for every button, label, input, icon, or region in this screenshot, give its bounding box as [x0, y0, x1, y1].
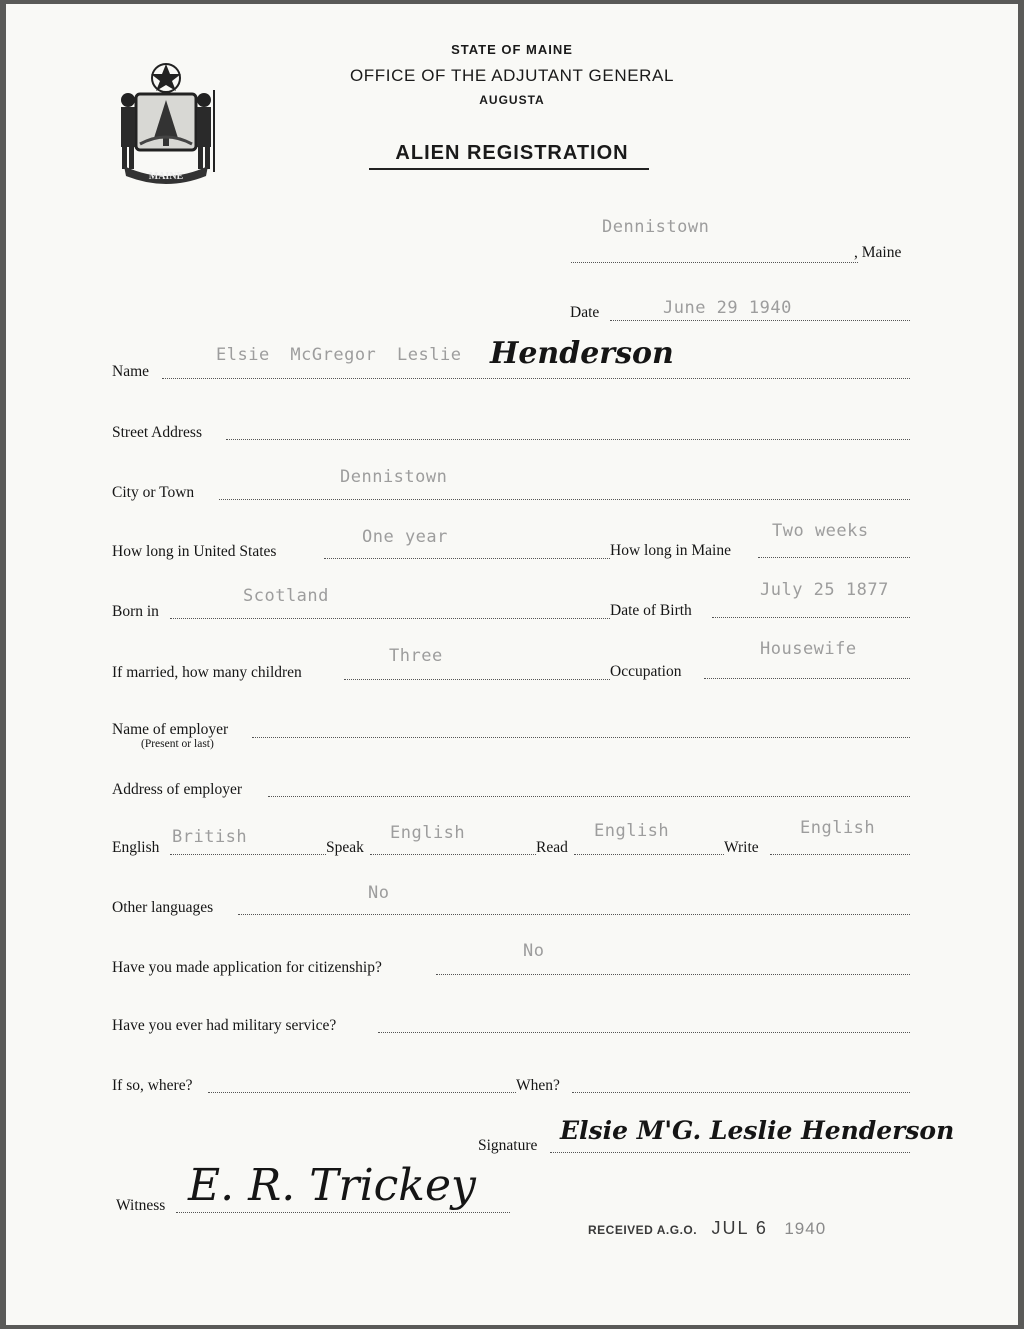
employer-name-note: (Present or last)	[141, 738, 214, 750]
citizenship-label: Have you made application for citizenship?	[112, 959, 382, 976]
witness-line	[176, 1212, 510, 1213]
place-value: Dennistown	[602, 217, 710, 237]
date-of-birth-value: July 25 1877	[760, 580, 889, 600]
military-line	[378, 1032, 910, 1033]
date-value: June 29 1940	[663, 298, 792, 318]
when-label: When?	[516, 1077, 560, 1094]
children-line	[344, 679, 610, 680]
how-long-us-line	[324, 558, 610, 559]
seal-label: MAINE	[148, 171, 184, 182]
date-of-birth-line	[712, 617, 910, 618]
occupation-line	[704, 678, 910, 679]
stamp-prefix: RECEIVED A.G.O.	[588, 1223, 698, 1237]
citizenship-value: No	[523, 941, 545, 961]
read-value: English	[594, 821, 670, 841]
signature-line	[550, 1152, 910, 1153]
city-value: Dennistown	[340, 467, 448, 487]
other-languages-label: Other languages	[112, 899, 214, 916]
write-line	[770, 854, 910, 855]
born-in-value: Scotland	[243, 586, 329, 606]
how-long-us-value: One year	[362, 527, 448, 547]
place-suffix: , Maine	[854, 244, 902, 261]
name-typed-value: Elsie McGregor Leslie	[216, 345, 462, 365]
citizenship-line	[436, 974, 910, 975]
children-label: If married, how many children	[112, 664, 302, 681]
place-line	[571, 262, 858, 263]
english-line	[170, 854, 326, 855]
children-value: Three	[389, 646, 443, 666]
signature-label: Signature	[478, 1137, 538, 1154]
date-label: Date	[570, 304, 600, 321]
employer-name-label: Name of employer	[112, 721, 229, 738]
state-heading: STATE OF MAINE	[451, 42, 573, 57]
date-of-birth-label: Date of Birth	[610, 602, 692, 619]
name-line	[162, 378, 910, 379]
speak-value: English	[390, 823, 466, 843]
read-line	[574, 854, 724, 855]
when-line	[572, 1092, 910, 1093]
speak-label: Speak	[326, 839, 364, 856]
stamp-year: 1940	[784, 1219, 827, 1238]
witness-signature: E. R. Trickey	[188, 1160, 476, 1211]
where-line	[208, 1092, 516, 1093]
date-line	[610, 320, 910, 321]
how-long-maine-line	[758, 557, 910, 558]
how-long-maine-value: Two weeks	[772, 521, 869, 541]
occupation-label: Occupation	[610, 663, 682, 680]
title-underline	[369, 168, 649, 170]
other-languages-line	[238, 914, 910, 915]
english-label: English	[112, 839, 160, 856]
born-in-line	[170, 618, 610, 619]
how-long-us-label: How long in United States	[112, 543, 277, 560]
how-long-maine-label: How long in Maine	[610, 542, 731, 559]
signature-value: Elsie M'G. Leslie Henderson	[560, 1116, 955, 1145]
write-label: Write	[724, 839, 759, 856]
street-line	[226, 439, 910, 440]
write-value: English	[800, 818, 876, 838]
city-heading: AUGUSTA	[479, 93, 545, 107]
english-value: British	[172, 827, 248, 847]
street-label: Street Address	[112, 424, 202, 441]
form-title: ALIEN REGISTRATION	[395, 142, 629, 164]
born-in-label: Born in	[112, 603, 159, 620]
military-label: Have you ever had military service?	[112, 1017, 337, 1034]
office-heading: OFFICE OF THE ADJUTANT GENERAL	[349, 66, 675, 85]
city-label: City or Town	[112, 484, 195, 501]
name-handwritten-value: Henderson	[490, 336, 674, 371]
registration-form	[6, 4, 1018, 1325]
other-languages-value: No	[368, 883, 390, 903]
received-stamp	[588, 1218, 826, 1239]
read-label: Read	[536, 839, 568, 856]
occupation-value: Housewife	[760, 639, 857, 659]
stamp-month-day: JUL 6	[711, 1218, 768, 1238]
name-label: Name	[112, 363, 150, 380]
where-label: If so, where?	[112, 1077, 193, 1094]
employer-address-line	[268, 796, 910, 797]
employer-address-label: Address of employer	[112, 781, 242, 798]
city-line	[219, 499, 910, 500]
employer-name-line	[252, 737, 910, 738]
witness-label: Witness	[116, 1197, 166, 1214]
speak-line	[370, 854, 536, 855]
